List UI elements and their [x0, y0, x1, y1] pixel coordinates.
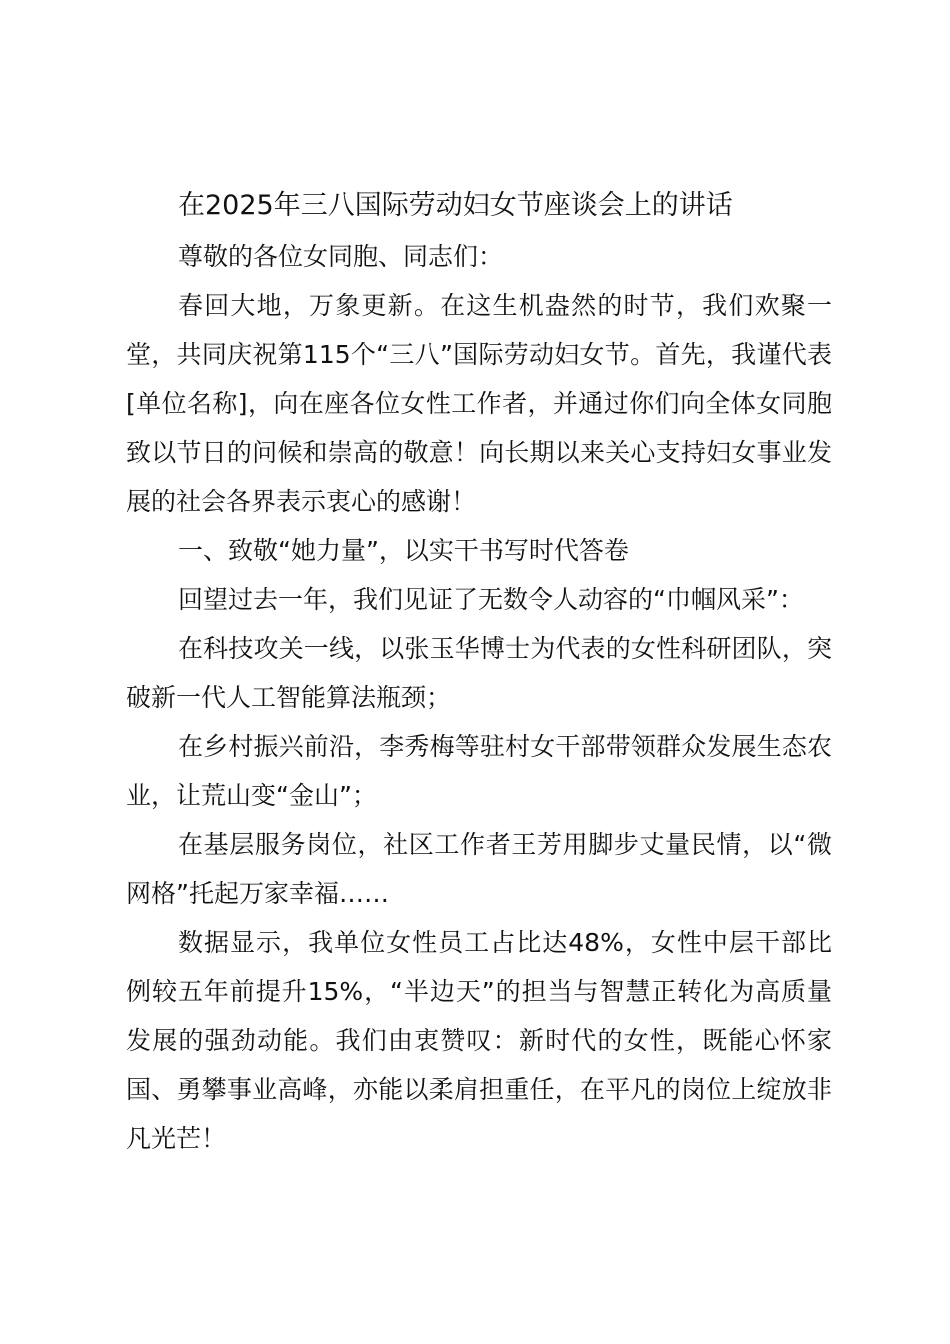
salutation: 尊敬的各位女同胞、同志们：	[178, 242, 504, 271]
section-paragraph-tech: 在科技攻关一线，以张玉华博士为代表的女性科研团队，突破新一代人工智能算法瓶颈；	[126, 634, 832, 712]
section-heading: 一、致敬“她力量”，以实干书写时代答卷	[178, 536, 629, 565]
section-paragraph-community: 在基层服务岗位，社区工作者王芳用脚步丈量民情，以“微网格”托起万家幸福……	[126, 830, 832, 908]
section-paragraph-intro: 回望过去一年，我们见证了无数令人动容的“巾帼风采”：	[178, 585, 804, 614]
section-paragraph-rural: 在乡村振兴前沿，李秀梅等驻村女干部带领群众发展生态农业，让荒山变“金山”；	[126, 732, 832, 810]
document-page	[126, 180, 832, 1163]
document-title: 在2025年三八国际劳动妇女节座谈会上的讲话	[178, 190, 733, 221]
opening-paragraph: 春回大地，万象更新。在这生机盎然的时节，我们欢聚一堂，共同庆祝第115个“三八”国际劳动妇女节。首先，我谨代表[单位名称]，向在座各位女性工作者，并通过你们向全体女同胞致以节日的问候和崇高的敬意！向长期以来关心支持妇女事业发展的社会各界表示衷心的感谢！	[126, 291, 832, 516]
section-paragraph-data: 数据显示，我单位女性员工占比达48%，女性中层干部比例较五年前提升15%，“半边天”的担当与智慧正转化为高质量发展的强劲动能。我们由衷赞叹：新时代的女性，既能心怀家国、勇攀事业高峰，亦能以柔肩担重任，在平凡的岗位上绽放非凡光芒！	[126, 928, 832, 1153]
